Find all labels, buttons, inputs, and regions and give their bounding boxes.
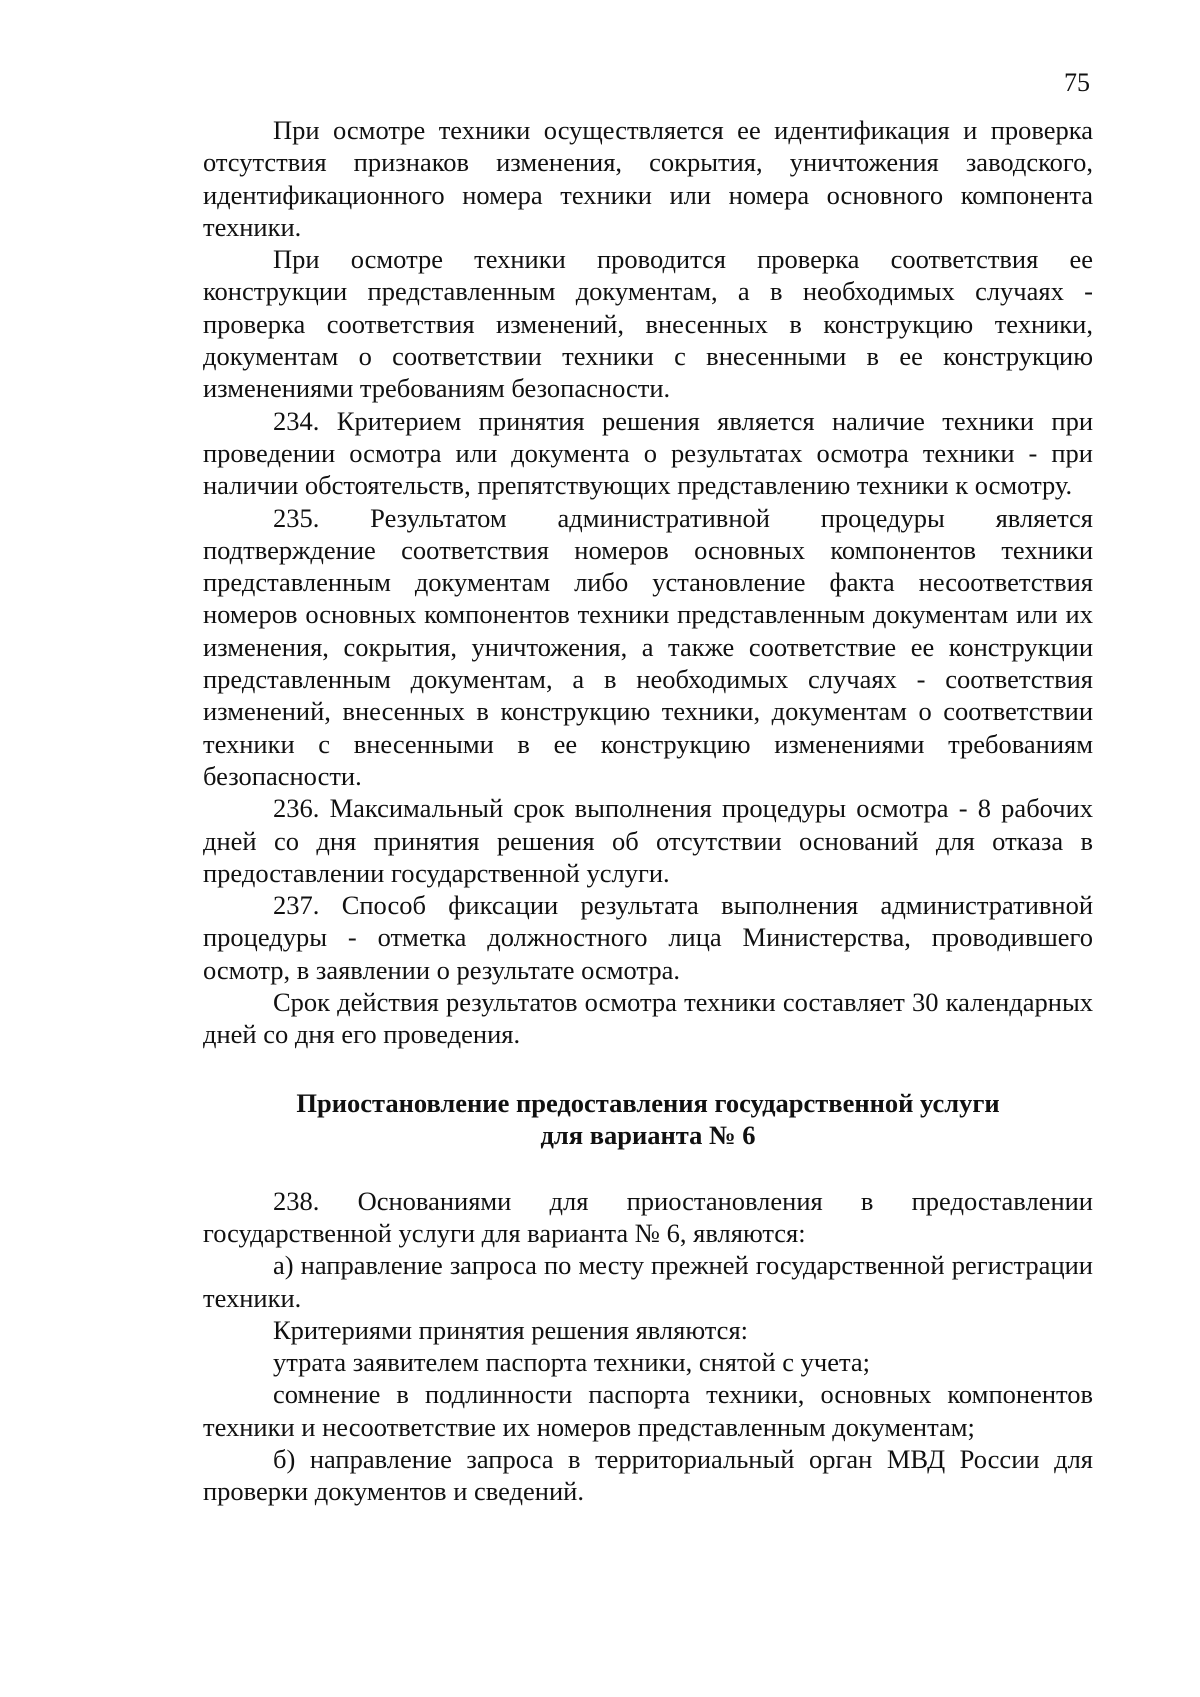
paragraph: Критериями принятия решения являются:	[273, 1314, 748, 1345]
page-number: 75	[1064, 68, 1090, 97]
paragraph-235: 235. Результатом административной процедуры является подтверждение соответствия номеров основных компонентов техники представленным документам либо установление факта несоответствия номеров основных компонентов техники представленным документам или их изменения, сокрытия, уничтожения, а также соответствие ее конструкции представленным документам, а в необходимых случаях - соответствия изменений, внесенных в конструкцию техники, документам о соответствии техники с внесенными в ее конструкцию изменениями требованиям безопасности.	[203, 502, 1093, 791]
document-body	[203, 114, 1093, 1508]
section-heading-line: Приостановление предоставления государственной услуги	[296, 1087, 1000, 1118]
list-item-a: а) направление запроса по месту прежней государственной регистрации техники.	[203, 1250, 1093, 1313]
section-heading-line: для варианта № 6	[540, 1119, 756, 1150]
paragraph: При осмотре техники осуществляется ее идентификация и проверка отсутствия признаков изменения, сокрытия, уничтожения заводского, идентификационного номера техники или номера основного компонента техники.	[203, 115, 1093, 242]
section-heading	[203, 1087, 1093, 1151]
list-item-b: б) направление запроса в территориальный орган МВД России для проверки документов и сведений.	[203, 1443, 1093, 1507]
paragraph: Срок действия результатов осмотра техники составляет 30 календарных дней со дня его проведения.	[203, 987, 1093, 1050]
paragraph-238: 238. Основаниями для приостановления в предоставлении государственной услуги для варианта № 6, являются:	[203, 1185, 1093, 1248]
paragraph: сомнение в подлинности паспорта техники, основных компонентов техники и несоответствие их номеров представленным документам;	[203, 1379, 1093, 1442]
paragraph-237: 237. Способ фиксации результата выполнения административной процедуры - отметка должностного лица Министерства, проводившего осмотр, в заявлении о результате осмотра.	[203, 890, 1093, 985]
paragraph: При осмотре техники проводится проверка соответствия ее конструкции представленным документам, а в необходимых случаях - проверка соответствия изменений, внесенных в конструкцию техники, документам о соответствии техники с внесенными в ее конструкцию изменениями требованиям безопасности.	[203, 244, 1093, 404]
paragraph-234: 234. Критерием принятия решения является наличие техники при проведении осмотра или документа о результатах осмотра техники - при наличии обстоятельств, препятствующих представлению техники к осмотру.	[203, 405, 1093, 501]
paragraph: утрата заявителем паспорта техники, снятой с учета;	[273, 1347, 871, 1378]
paragraph-236: 236. Максимальный срок выполнения процедуры осмотра - 8 рабочих дней со дня принятия решения об отсутствии оснований для отказа в предоставлении государственной услуги.	[203, 793, 1093, 888]
